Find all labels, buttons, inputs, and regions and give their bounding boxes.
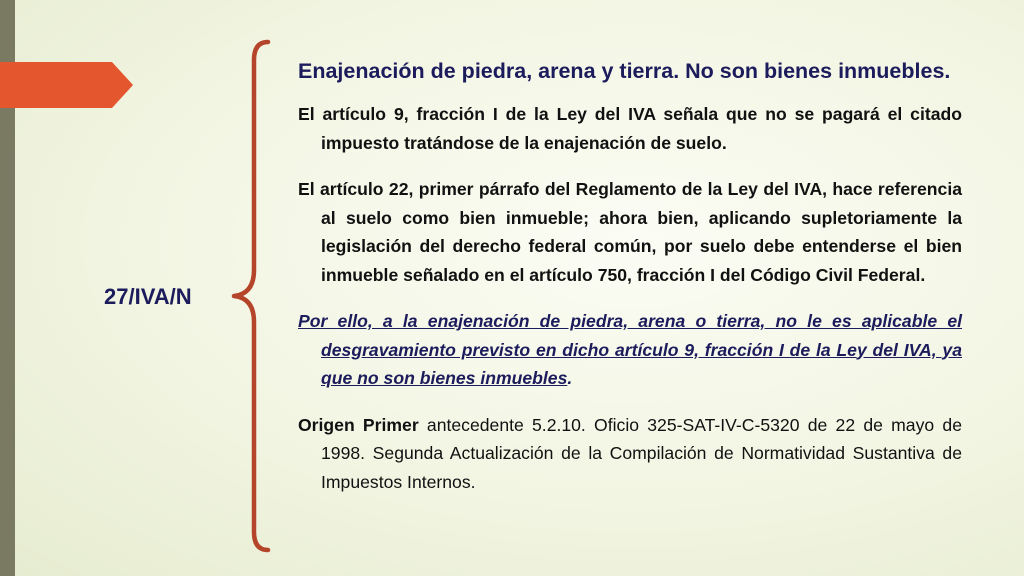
conclusion-period: . [567, 368, 573, 388]
origin-label: Origen Primer [298, 414, 419, 435]
paragraph-origin [298, 411, 962, 497]
paragraph-conclusion [298, 307, 962, 393]
origin-text: antecedente 5.2.10. Oficio 325-SAT-IV-C-5320 de 22 de mayo de 1998. Segunda Actualización de la Compilación de Normatividad Sustantiva de Impuestos Internos. [321, 414, 962, 492]
paragraph-article-22: El artículo 22, primer párrafo del Reglamento de la Ley del IVA, hace referencia al suelo como bien inmueble; ahora bien, aplicando supletoriamente la legislación del derecho federal común, por suelo debe entenderse el bien inmueble señalado en el artículo 750, fracción I del Código Civil Federal. [298, 179, 962, 285]
paragraph-article-9: El artículo 9, fracción I de la Ley del IVA señala que no se pagará el citado impuesto tratándose de la enajenación de suelo. [298, 104, 962, 153]
arrow-accent-shape [0, 62, 133, 108]
conclusion-text: Por ello, a la enajenación de piedra, arena o tierra, no le es aplicable el desgravamiento previsto en dicho artículo 9, fracción I de la Ley del IVA, ya que no son bienes inmuebles [298, 311, 962, 388]
left-bracket-brace [228, 38, 272, 554]
slide-title: Enajenación de piedra, arena y tierra. No son bienes inmuebles. [298, 59, 951, 83]
criterion-code: 27/IVA/N [104, 284, 192, 309]
slide-content [298, 56, 962, 496]
